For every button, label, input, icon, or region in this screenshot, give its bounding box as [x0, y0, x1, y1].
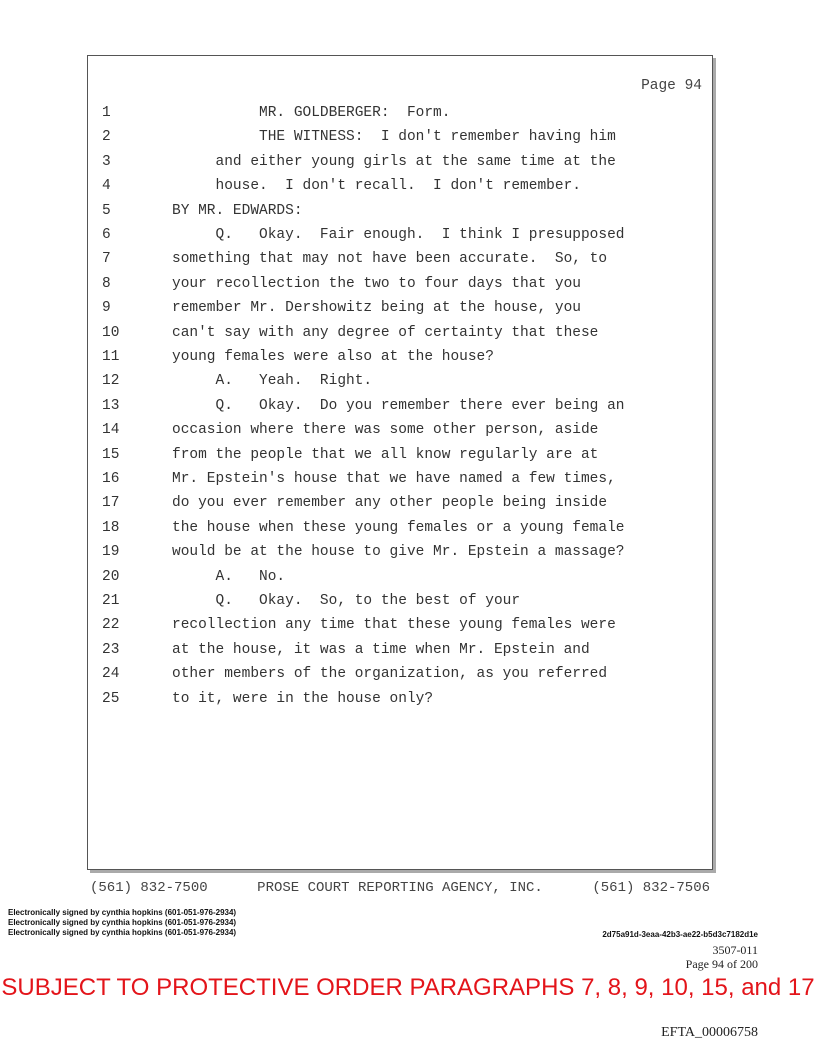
line-text: remember Mr. Dershowitz being at the house, you: [172, 300, 581, 317]
line-text: from the people that we all know regularly are at: [172, 446, 599, 463]
document-number: 3507-011: [712, 943, 758, 957]
line-number: 12: [102, 373, 120, 390]
line-number: 24: [102, 666, 120, 683]
transcript-line: [88, 276, 712, 300]
transcript-line: [88, 300, 712, 324]
line-number: 18: [102, 519, 120, 536]
line-text: house. I don't recall. I don't remember.: [172, 178, 581, 195]
line-text: MR. GOLDBERGER: Form.: [172, 105, 451, 121]
line-number: 13: [102, 397, 120, 414]
transcript-line: [88, 544, 712, 568]
electronic-signatures: [8, 908, 236, 938]
line-number: 21: [102, 593, 120, 609]
transcript-page-frame: [87, 55, 713, 870]
line-text: the house when these young females or a young female: [172, 519, 625, 536]
line-text: BY MR. EDWARDS:: [172, 202, 303, 219]
line-number: 1: [102, 105, 111, 121]
transcript-line: [88, 471, 712, 495]
transcript-line: [88, 325, 712, 349]
line-number: 10: [102, 324, 120, 341]
transcript-line: [88, 251, 712, 275]
signature-line: Electronically signed by cynthia hopkins (601-051-976-2934): [8, 928, 237, 937]
line-text: THE WITNESS: I don't remember having him: [172, 129, 616, 146]
line-text: can't say with any degree of certainty that these: [172, 324, 599, 341]
transcript-line: [88, 617, 712, 641]
protective-order-notice: SUBJECT TO PROTECTIVE ORDER PARAGRAPHS 7, 8, 9, 10, 15, and 17: [1, 974, 815, 1001]
transcript-line: [88, 203, 712, 227]
line-number: 7: [102, 251, 111, 268]
line-number: 4: [102, 178, 111, 195]
line-number: 11: [102, 349, 120, 365]
line-text: at the house, it was a time when Mr. Epstein and: [172, 641, 590, 658]
line-text: other members of the organization, as you referred: [172, 666, 608, 683]
line-text: something that may not have been accurate. So, to: [172, 251, 608, 268]
transcript-line: [88, 642, 712, 666]
line-number: 22: [102, 617, 120, 634]
transcript-line: [88, 349, 712, 373]
transcript-line: [88, 495, 712, 519]
signature-line: Electronically signed by cynthia hopkins (601-051-976-2934): [8, 908, 237, 917]
line-text: young females were also at the house?: [172, 349, 494, 365]
transcript-line: [88, 178, 712, 202]
line-text: Q. Okay. Fair enough. I think I presupposed: [172, 227, 625, 243]
line-number: 20: [102, 568, 120, 585]
transcript-line: [88, 154, 712, 178]
line-number: 3: [102, 153, 111, 170]
line-text: and either young girls at the same time at the: [172, 153, 616, 170]
transcript-line: [88, 520, 712, 544]
footer-bar: [90, 880, 710, 896]
transcript-line: [88, 422, 712, 446]
footer-agency: PROSE COURT REPORTING AGENCY, INC.: [257, 880, 543, 896]
line-number: 14: [102, 422, 120, 439]
transcript-line: [88, 105, 712, 129]
transcript-line: [88, 569, 712, 593]
line-text: would be at the house to give Mr. Epstein a massage?: [172, 544, 625, 561]
transcript-line: [88, 398, 712, 422]
line-text: to it, were in the house only?: [172, 690, 434, 707]
line-text: Q. Okay. So, to the best of your: [172, 593, 521, 609]
transcript-line: [88, 373, 712, 397]
signature-line: Electronically signed by cynthia hopkins (601-051-976-2934): [8, 918, 237, 927]
line-number: 8: [102, 275, 111, 292]
line-number: 5: [102, 202, 111, 219]
transcript-line: [88, 129, 712, 153]
transcript-line: [88, 666, 712, 690]
line-number: 23: [102, 641, 120, 658]
line-number: 19: [102, 544, 120, 561]
document-hash: 2d75a91d-3eaa-42b3-ae22-b5d3c7182d1e: [602, 930, 758, 939]
line-text: your recollection the two to four days that you: [172, 275, 581, 292]
line-text: occasion where there was some other person, aside: [172, 422, 599, 439]
transcript-line: [88, 691, 712, 715]
line-number: 17: [102, 495, 120, 512]
line-number: 6: [102, 227, 111, 243]
line-text: A. No.: [172, 568, 286, 585]
line-text: Q. Okay. Do you remember there ever being an: [172, 397, 625, 414]
bates-number: EFTA_00006758: [661, 1025, 758, 1040]
line-text: do you ever remember any other people being inside: [172, 495, 608, 512]
line-number: 15: [102, 446, 120, 463]
page-of-total: Page 94 of 200: [685, 957, 758, 971]
line-text: Mr. Epstein's house that we have named a few times,: [172, 471, 616, 487]
line-number: 9: [102, 300, 111, 317]
transcript-line: [88, 593, 712, 617]
transcript-line: [88, 227, 712, 251]
line-text: A. Yeah. Right.: [172, 373, 373, 390]
line-number: 25: [102, 690, 120, 707]
footer-phone-left: (561) 832-7500: [90, 880, 208, 896]
footer-phone-right: (561) 832-7506: [592, 880, 710, 896]
page-label: Page 94: [641, 78, 702, 94]
line-text: recollection any time that these young females were: [172, 617, 616, 634]
line-number: 16: [102, 471, 120, 487]
transcript-line: [88, 447, 712, 471]
line-number: 2: [102, 129, 111, 146]
